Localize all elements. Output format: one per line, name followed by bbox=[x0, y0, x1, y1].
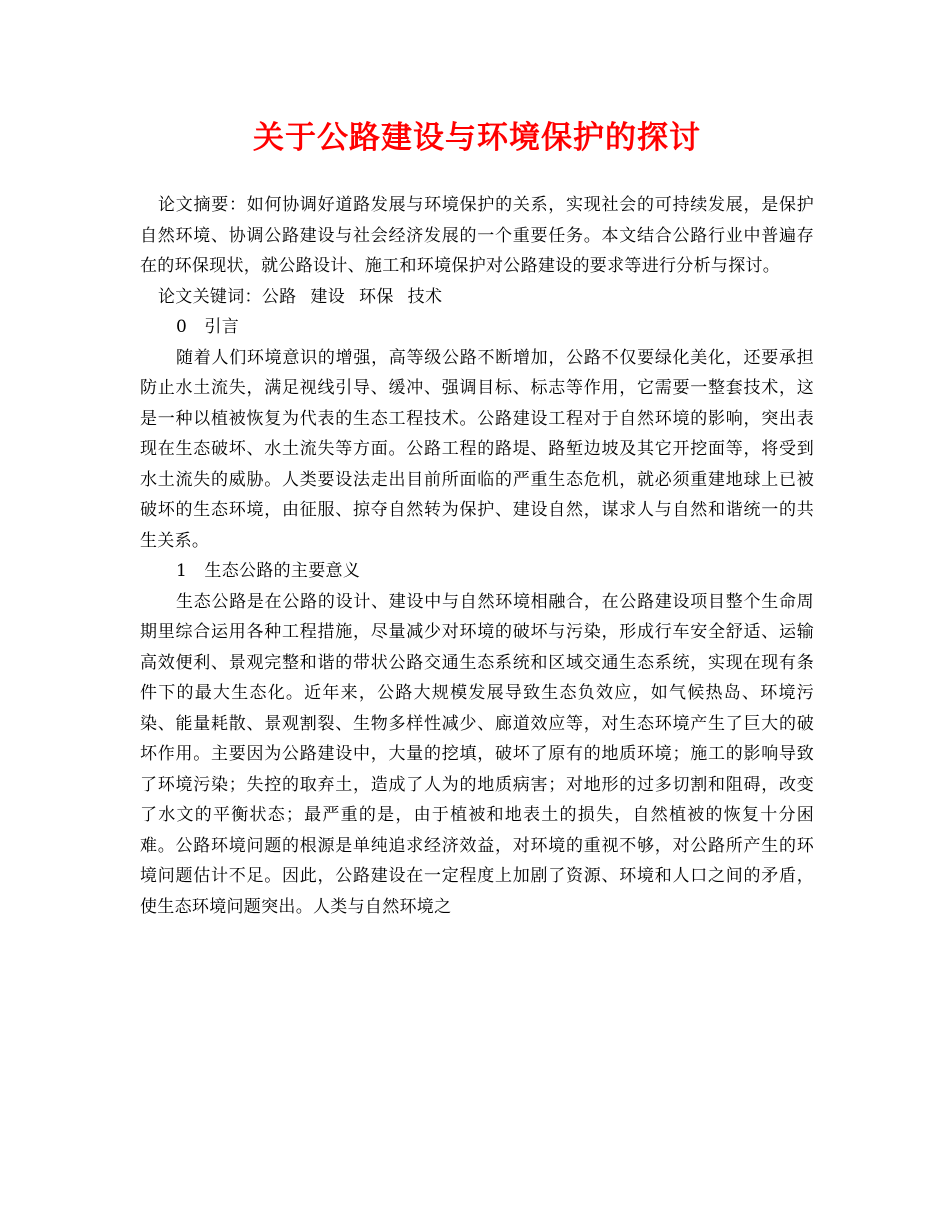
keyword: 公路 bbox=[261, 286, 297, 307]
keywords-line bbox=[140, 282, 814, 313]
keyword: 建设 bbox=[310, 286, 346, 307]
section-heading-introduction: 0 引言 bbox=[176, 317, 240, 337]
section-heading-eco-road: 1 生态公路的主要意义 bbox=[176, 561, 361, 581]
keyword: 技术 bbox=[407, 286, 443, 307]
document-title: 关于公路建设与环境保护的探讨 bbox=[253, 120, 701, 156]
abstract-paragraph: 论文摘要：如何协调好道路发展与环境保护的关系，实现社会的可持续发展，是保护自然环境、协调公路建设与社会经济发展的一个重要任务。本文结合公路行业中普遍存在的环保现状，就公路设计、施工和环境保护对公路建设的要求等进行分析与探讨。 bbox=[140, 195, 814, 276]
eco-road-paragraph: 生态公路是在公路的设计、建设中与自然环境相融合，在公路建设项目整个生命周期里综合运用各种工程措施，尽量减少对环境的破坏与污染，形成行车安全舒适、运输高效便利、景观完整和谐的带状公路交通生态系统和区域交通生态系统，实现在现有条件下的最大生态化。近年来，公路大规模发展导致生态负效应，如气候热岛、环境污染、能量耗散、景观割裂、生物多样性减少、廊道效应等，对生态环境产生了巨大的破坏作用。主要因为公路建设中，大量的挖填，破坏了原有的地质环境；施工的影响导致了环境污染；失控的取弃土，造成了人为的地质病害；对地形的过多切割和阻碍，改变了水文的平衡状态；最严重的是，由于植被和地表土的损失，自然植被的恢复十分困难。公路环境问题的根源是单纯追求经济效益，对环境的重视不够，对公路所产生的环境问题估计不足。因此，公路建设在一定程度上加剧了资源、环境和人口之间的矛盾，使生态环境问题突出。人类与自然环境之 bbox=[140, 591, 814, 917]
keywords-label: 论文关键词： bbox=[158, 286, 262, 307]
keyword: 环保 bbox=[359, 286, 394, 307]
document-body bbox=[140, 190, 814, 922]
introduction-paragraph: 随着人们环境意识的增强，高等级公路不断增加，公路不仅要绿化美化，还要承担防止水土流失，满足视线引导、缓冲、强调目标、标志等作用，它需要一整套技术，这是一种以植被恢复为代表的生态工程技术。公路建设工程对于自然环境的影响，突出表现在生态破坏、水土流失等方面。公路工程的路堤、路堑边坡及其它开挖面等，将受到水土流失的威胁。人类要设法走出目前所面临的严重生态危机，就必须重建地球上已被破坏的生态环境，由征服、掠夺自然转为保护、建设自然，谋求人与自然和谐统一的共生关系。 bbox=[140, 347, 814, 551]
